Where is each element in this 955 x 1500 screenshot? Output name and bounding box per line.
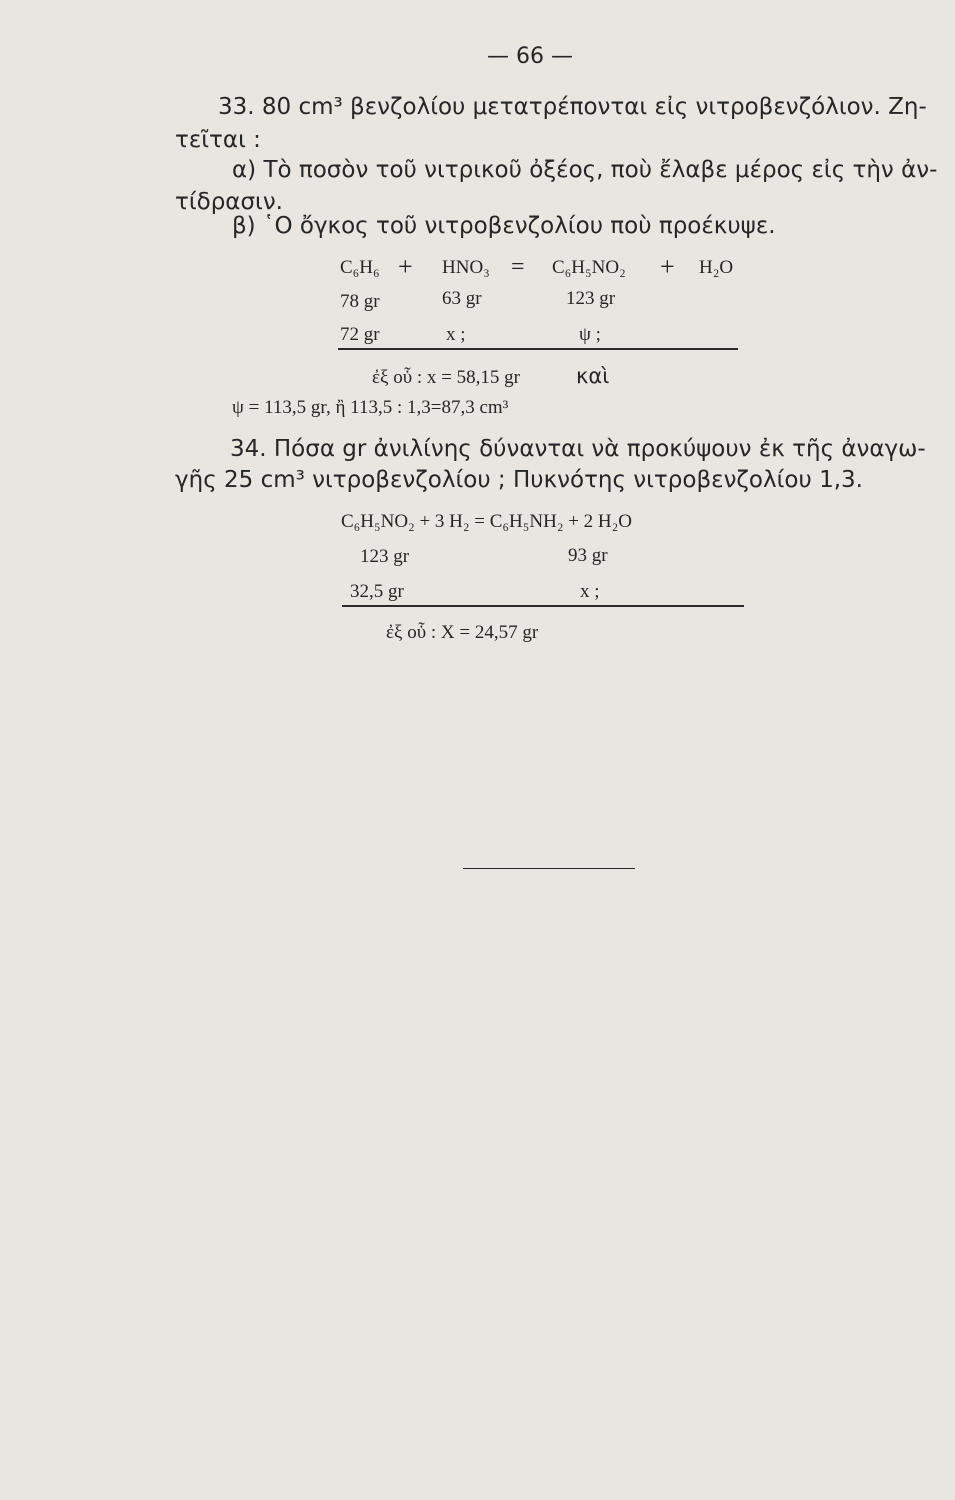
page-number: — 66 — bbox=[487, 44, 573, 69]
equation-33-plus-2: + bbox=[660, 252, 675, 281]
result-33-x: ἐξ οὗ : x = 58,15 gr bbox=[372, 367, 520, 388]
unknown-33-psi: ψ ; bbox=[579, 324, 601, 345]
problem-33-line-3: α) Τὸ ποσὸν τοῦ νιτρικοῦ ὀξέος, ποὺ ἔλαβε μέρος εἰς τὴν ἀν- bbox=[232, 157, 938, 183]
equation-33-equals: = bbox=[511, 254, 525, 280]
problem-34-line-2: γῆς 25 cm³ νιτροβενζολίου ; Πυκνότης νιτροβενζολίου 1,3. bbox=[175, 467, 863, 493]
equation-33-reactant-1: C₆H₆ bbox=[340, 257, 380, 278]
equation-34-rule bbox=[342, 605, 744, 607]
problem-33-line-4: τίδρασιν. bbox=[175, 189, 283, 215]
result-34-x: ἐξ οὗ : X = 24,57 gr bbox=[386, 622, 539, 643]
equation-33-reactant-2: HNO₃ bbox=[442, 257, 490, 278]
molar-mass-34-aniline: 93 gr bbox=[568, 545, 608, 566]
result-33-psi: ψ = 113,5 gr, ἢ 113,5 : 1,3=87,3 cm³ bbox=[232, 397, 509, 418]
problem-34-line-1: 34. Πόσα gr ἀνιλίνης δύνανται νὰ προκύψουν ἐκ τῆς ἀναγω- bbox=[230, 436, 926, 462]
equation-33-product-1: C₆H₅NO₂ bbox=[552, 257, 626, 278]
problem-33-line-2: τεῖται : bbox=[175, 127, 261, 153]
molar-mass-33-c6h5no2: 123 gr bbox=[566, 288, 616, 309]
equation-33-plus-1: + bbox=[398, 252, 413, 281]
given-33-c6h6: 72 gr bbox=[340, 324, 380, 345]
problem-33-line-5: β) ῾Ο ὄγκος τοῦ νιτροβενζολίου ποὺ προέκυψε. bbox=[232, 213, 776, 239]
problem-33-line-1: 33. 80 cm³ βενζολίου μετατρέπονται εἰς νιτροβενζόλιον. Ζη- bbox=[218, 94, 927, 120]
molar-mass-33-c6h6: 78 gr bbox=[340, 291, 380, 312]
molar-mass-34-nitrobenzene: 123 gr bbox=[360, 546, 410, 567]
result-33-conjunction: καὶ bbox=[576, 364, 610, 388]
unknown-34-x: x ; bbox=[580, 581, 600, 602]
unknown-33-x: x ; bbox=[446, 324, 466, 345]
given-34-nitrobenzene: 32,5 gr bbox=[350, 581, 404, 602]
equation-33-product-2: H₂O bbox=[699, 257, 734, 278]
section-end-rule bbox=[463, 868, 635, 869]
equation-33-rule bbox=[338, 348, 738, 350]
molar-mass-33-hno3: 63 gr bbox=[442, 288, 482, 309]
equation-34: C₆H₅NO₂ + 3 H₂ = C₆H₅NH₂ + 2 H₂O bbox=[341, 511, 632, 532]
